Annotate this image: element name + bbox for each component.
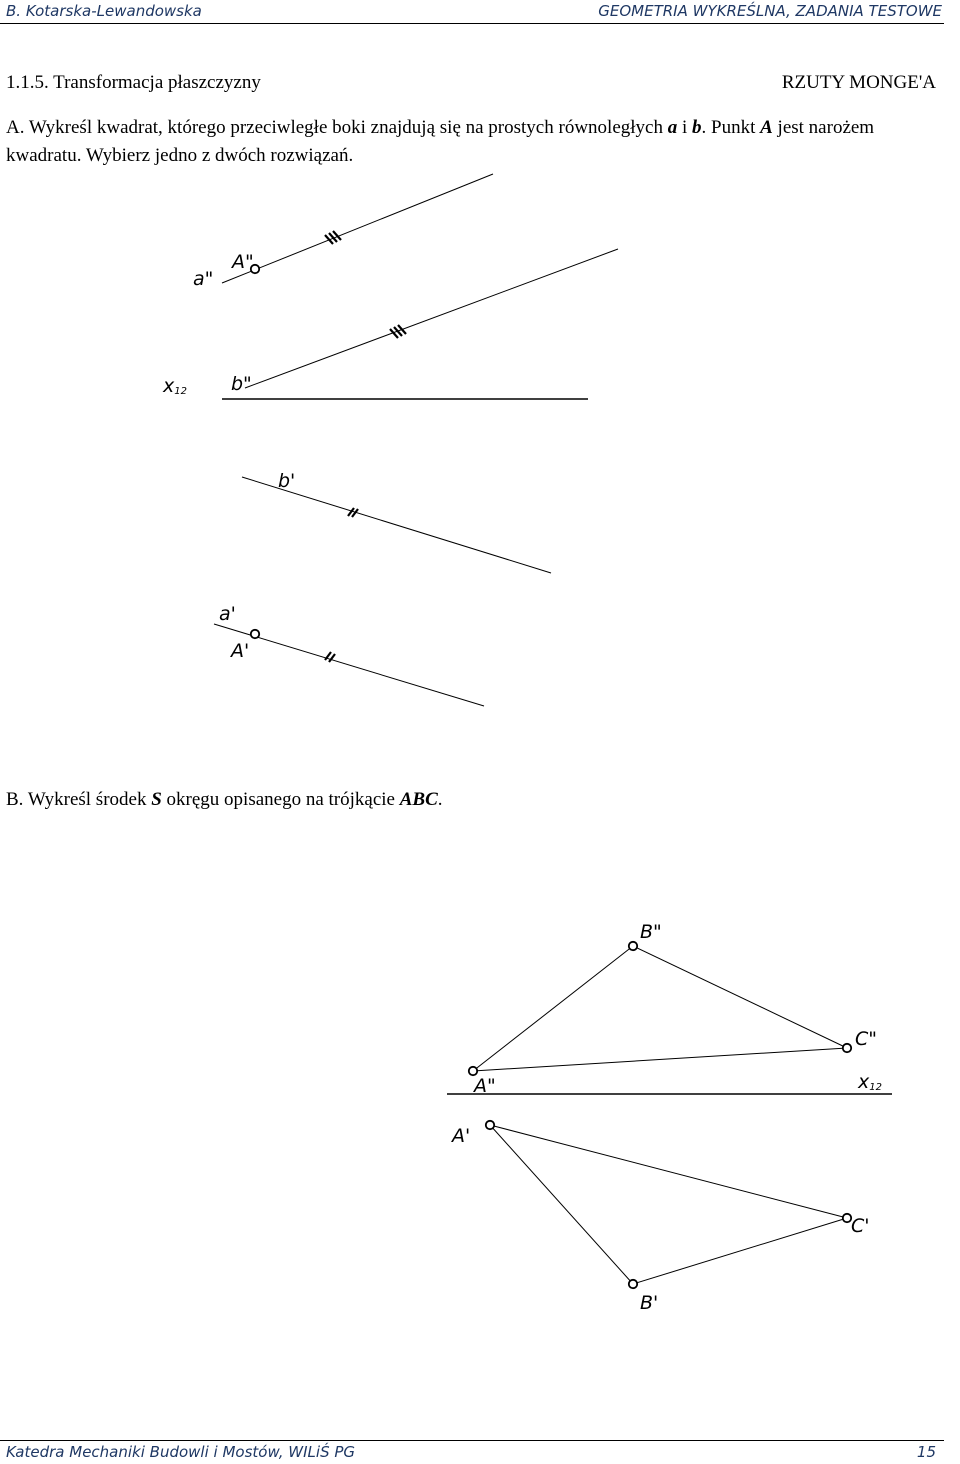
footer-divider	[0, 1440, 944, 1441]
edge-b-c-double	[633, 946, 847, 1048]
task-b-part: B. Wykreśl środek	[6, 789, 152, 810]
task-b-part: .	[437, 789, 443, 810]
task-a-part: jest narożem kwadratu. Wybierz jedno z dwóch rozwiązań.	[6, 117, 875, 166]
edge-a-b-prime	[490, 1125, 633, 1284]
footer-department: Katedra Mechaniki Budowli i Mostów, WILiŚ PG	[6, 1443, 356, 1461]
edge-a-c-double	[473, 1048, 847, 1071]
edge-a-b-double	[473, 946, 633, 1071]
point-c-prime	[843, 1214, 851, 1222]
point-b-double	[629, 942, 637, 950]
label-a-prime-b: A'	[452, 1125, 471, 1147]
label-b-prime: B'	[640, 1292, 659, 1314]
header-author: B. Kotarska-Lewandowska	[6, 2, 202, 20]
line-a-name: a	[667, 117, 678, 138]
label-a-prime: a'	[219, 603, 236, 625]
axis-x-letter: x	[858, 1071, 870, 1093]
label-b-double: B"	[640, 921, 662, 943]
point-b-prime	[629, 1280, 637, 1288]
label-c-prime: C'	[851, 1215, 870, 1237]
point-s-name: S	[151, 789, 162, 810]
label-point-a-prime: A'	[231, 640, 250, 662]
triangle-name: ABC	[399, 789, 438, 810]
label-a-double-b: A"	[474, 1075, 496, 1097]
label-b-prime: b'	[278, 470, 296, 492]
point-a-prime-b	[486, 1121, 494, 1129]
task-b-part: okręgu opisanego na trójkącie	[161, 789, 400, 810]
label-x12-b	[857, 1071, 882, 1093]
point-a-double-b	[469, 1067, 477, 1075]
axis-x-letter: x	[163, 375, 175, 397]
axis-x-subscript: 12	[869, 1082, 882, 1093]
label-c-double: C"	[855, 1028, 878, 1050]
section-method: RZUTY MONGE'A	[781, 72, 936, 93]
axis-x-subscript: 12	[174, 386, 187, 397]
label-point-a-double: A"	[232, 251, 254, 273]
line-b-name: b	[692, 117, 702, 138]
label-a-double: a"	[193, 268, 214, 290]
section-title: 1.1.5. Transformacja płaszczyzny	[6, 72, 261, 93]
point-a-name: A	[760, 117, 773, 138]
page-number: 15	[916, 1443, 936, 1461]
label-b-double: b"	[231, 373, 252, 395]
header-title: GEOMETRIA WYKREŚLNA, ZADANIA TESTOWE	[598, 2, 942, 20]
edge-b-c-prime	[633, 1218, 847, 1284]
task-a-part: A. Wykreśl kwadrat, którego przeciwległe boki znajdują się na prostych równoległych	[6, 117, 668, 138]
task-a-part: i	[677, 117, 692, 138]
task-a-part: . Punkt	[701, 117, 761, 138]
point-c-double	[843, 1044, 851, 1052]
edge-a-c-prime	[490, 1125, 847, 1218]
